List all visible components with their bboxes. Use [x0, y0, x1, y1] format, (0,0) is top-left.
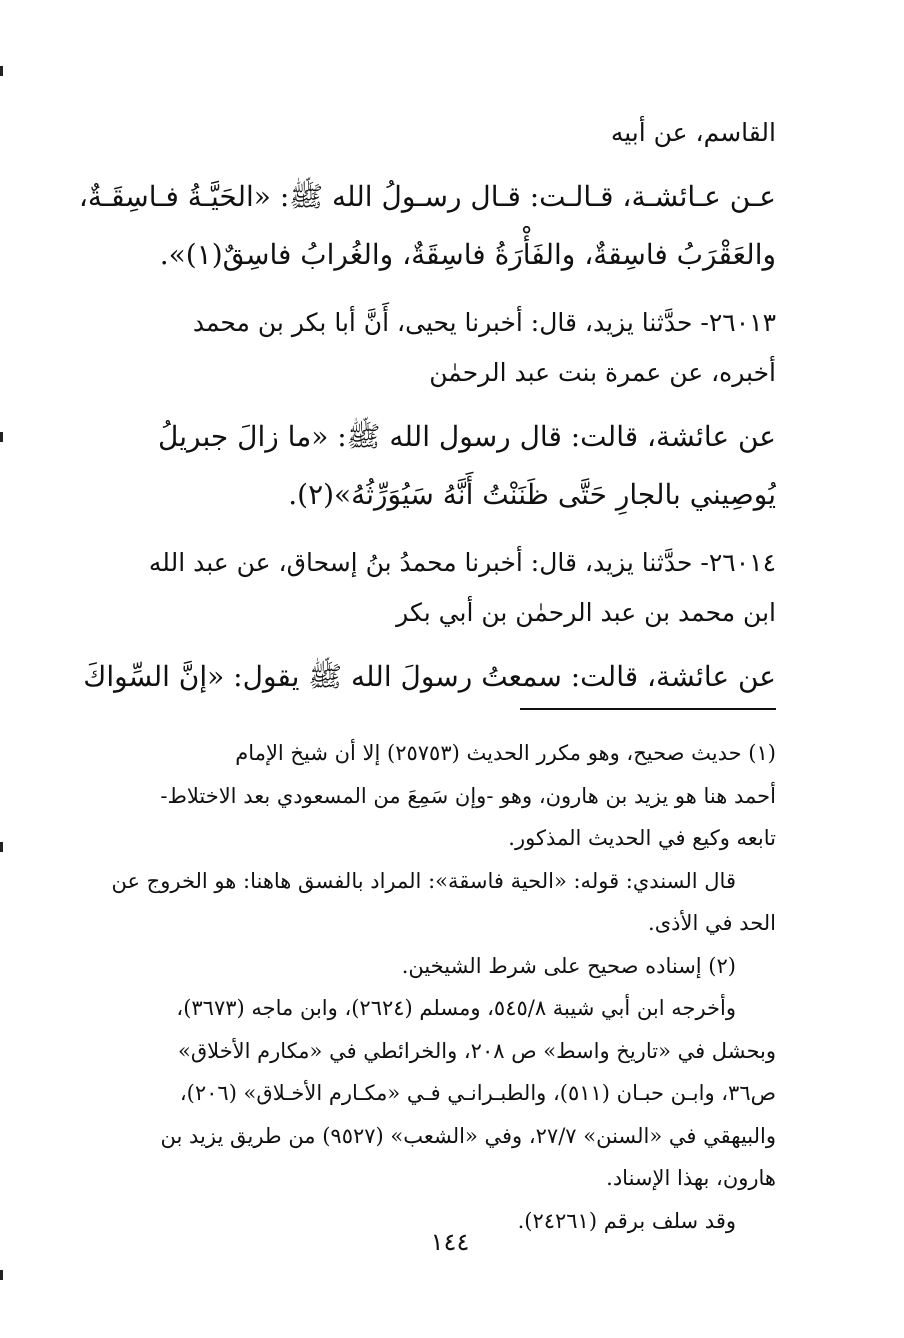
isnad-line: أخبره، عن عمرة بنت عبد الرحمٰن: [429, 358, 776, 387]
footnote-line: تابعه وكيع في الحديث المذكور.: [508, 826, 776, 850]
footnotes: [78, 732, 776, 1242]
footnote-line: (١) حديث صحيح، وهو مكرر الحديث (٢٥٧٥٣) إلا أن شيخ الإمام: [235, 741, 776, 765]
hadith-text-line: والعَقْرَبُ فاسِقةٌ، والفَأْرَةُ فاسِقَةٌ، والغُرابُ فاسِقٌ(١)».: [159, 238, 776, 271]
isnad-line: ٢٦٠١٣- حدَّثنا يزيد، قال: أخبرنا يحيى، أَنَّ أبا بكر بن محمد: [192, 308, 776, 337]
footnote-line: أحمد هنا هو يزيد بن هارون، وهو -وإن سَمِعَ من المسعودي بعد الاختلاط-: [160, 783, 776, 808]
footnote-line: قال السندي: قوله: «الحية فاسقة»: المراد بالفسق هاهنا: هو الخروج عن: [111, 868, 736, 893]
footnote-line: الحد في الأذى.: [648, 911, 776, 935]
footnote-line: (٢) إسناده صحيح على شرط الشيخين.: [401, 953, 736, 978]
footnote-line: هارون، بهذا الإسناد.: [606, 1166, 776, 1190]
page-number: ١٤٤: [430, 1228, 470, 1256]
edge-mark: [0, 1270, 3, 1280]
hadith-text-line: يُوصِيني بالجارِ حَتَّى ظَنَنْتُ أَنَّهُ سَيُوَرِّثُهُ»(٢).: [288, 478, 776, 511]
footnote-line: والبيهقي في «السنن» ٢٧/٧، وفي «الشعب» (٩٥٢٧) من طريق يزيد بن: [160, 1123, 776, 1148]
footnote-line: ص٣٦، وابـن حبـان (٥١١)، والطبـرانـي فـي «مكـارم الأخـلاق» (٢٠٦)،: [179, 1081, 776, 1105]
footnote-line: وقد سلف برقم (٢٤٢٦١).: [517, 1208, 736, 1233]
text-line: القاسم، عن أبيه: [610, 118, 776, 147]
footnote-line: وأخرجه ابن أبي شيبة ٥٤٥/٨، ومسلم (٢٦٢٤)، وابن ماجه (٣٦٧٣)،: [176, 996, 736, 1020]
edge-mark: [0, 66, 3, 76]
hadith-text-line: عن عائشة، قالت: سمعتُ رسولَ الله ﷺ يقول: «إنَّ السِّواكَ: [83, 660, 776, 693]
footnote-line: وبحشل في «تاريخ واسط» ص ٢٠٨، والخرائطي في «مكارم الأخلاق»: [178, 1038, 776, 1063]
footnote-separator: [520, 708, 776, 710]
isnad-line: ٢٦٠١٤- حدَّثنا يزيد، قال: أخبرنا محمدُ بنُ إسحاق، عن عبد الله: [148, 548, 776, 577]
edge-mark: [0, 842, 3, 852]
hadith-text-line: عن عائشة، قالت: قال رسول الله ﷺ: «ما زالَ جبريلُ: [158, 420, 776, 453]
main-text: [78, 108, 776, 706]
edge-mark: [0, 432, 3, 442]
isnad-line: ابن محمد بن عبد الرحمٰن بن أبي بكر: [396, 598, 776, 627]
hadith-text-line: عـن عـائشـة، قـالـت: قـال رسـولُ الله ﷺ: «الحَيَّـةُ فـاسِقَـةٌ،: [78, 180, 776, 213]
